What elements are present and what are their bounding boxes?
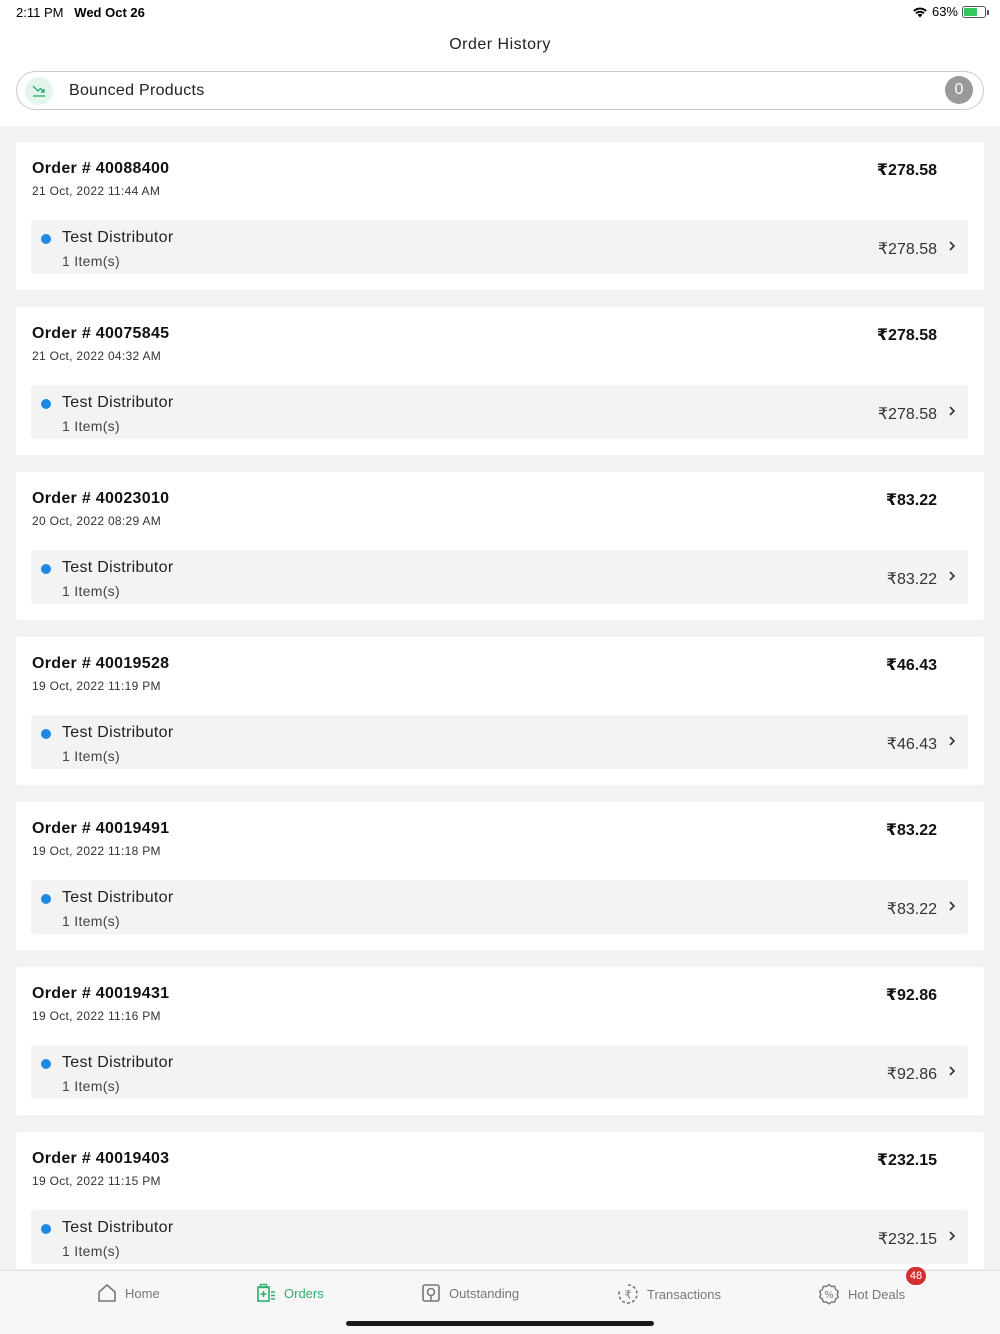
status-indicators (912, 4, 986, 19)
status-dot (41, 894, 51, 904)
distributor-name: Test Distributor (62, 724, 174, 741)
status-time (16, 5, 145, 20)
order-number: Order # 40019528 (32, 655, 170, 672)
order-number: Order # 40019403 (32, 1150, 170, 1167)
item-count: 1 Item(s) (62, 1243, 120, 1259)
order-total: ₹232.15 (876, 1152, 937, 1169)
distributor-amount: ₹92.86 (886, 1066, 937, 1083)
item-count: 1 Item(s) (62, 1078, 120, 1094)
distributor-name: Test Distributor (62, 889, 174, 906)
order-card (16, 472, 984, 620)
tab-orders[interactable] (256, 1283, 324, 1303)
order-card (16, 967, 984, 1115)
distributor-row[interactable] (31, 1210, 968, 1264)
trending-down-icon (25, 77, 53, 105)
distributor-row[interactable] (31, 220, 968, 274)
order-number: Order # 40019431 (32, 985, 170, 1002)
distributor-row[interactable] (31, 1045, 968, 1099)
battery-percent: 63% (931, 4, 958, 19)
distributor-row[interactable] (31, 880, 968, 934)
battery-fill (964, 8, 977, 16)
svg-text:₹: ₹ (624, 1288, 632, 1302)
chevron-right-icon (946, 238, 958, 254)
status-dot (41, 399, 51, 409)
distributor-amount: ₹278.58 (877, 406, 937, 423)
order-number: Order # 40019491 (32, 820, 170, 837)
order-date: 19 Oct, 2022 11:18 PM (32, 844, 161, 858)
order-card (16, 637, 984, 785)
status-dot (41, 234, 51, 244)
tab-home[interactable] (97, 1283, 160, 1303)
item-count: 1 Item(s) (62, 253, 120, 269)
rupee-cycle-icon (617, 1283, 639, 1305)
distributor-amount: ₹46.43 (886, 736, 937, 753)
distributor-row[interactable] (31, 550, 968, 604)
chevron-right-icon (946, 733, 958, 749)
chevron-right-icon (946, 1063, 958, 1079)
order-number: Order # 40075845 (32, 325, 170, 342)
order-list (16, 142, 984, 1269)
order-total: ₹92.86 (885, 987, 937, 1004)
order-card (16, 802, 984, 950)
order-date: 21 Oct, 2022 04:32 AM (32, 349, 162, 363)
order-total: ₹278.58 (876, 162, 937, 179)
chevron-right-icon (946, 898, 958, 914)
status-bar (0, 0, 1000, 24)
chevron-right-icon (946, 1228, 958, 1244)
receipt-icon (421, 1283, 441, 1303)
tab-orders-label: Orders (284, 1285, 324, 1301)
item-count: 1 Item(s) (62, 418, 120, 434)
status-dot (41, 1059, 51, 1069)
order-total: ₹83.22 (885, 822, 937, 839)
order-date: 20 Oct, 2022 08:29 AM (32, 514, 162, 528)
battery-icon (962, 6, 986, 18)
order-card (16, 1132, 984, 1269)
chevron-right-icon (946, 403, 958, 419)
tab-outstanding[interactable] (421, 1283, 519, 1303)
tab-transactions[interactable] (617, 1283, 721, 1305)
order-total: ₹83.22 (885, 492, 937, 509)
hot-deals-badge: 48 (906, 1267, 926, 1285)
home-indicator (346, 1321, 654, 1326)
home-icon (97, 1283, 117, 1303)
item-count: 1 Item(s) (62, 748, 120, 764)
chevron-right-icon (946, 568, 958, 584)
tab-hot-deals[interactable] (818, 1283, 905, 1305)
order-card (16, 142, 984, 290)
wifi-icon (912, 6, 928, 18)
distributor-amount: ₹232.15 (877, 1231, 937, 1248)
distributor-row[interactable] (31, 715, 968, 769)
status-dot (41, 1224, 51, 1234)
order-date: 19 Oct, 2022 11:15 PM (32, 1174, 161, 1188)
item-count: 1 Item(s) (62, 913, 120, 929)
tab-transactions-label: Transactions (647, 1286, 721, 1302)
distributor-name: Test Distributor (62, 394, 174, 411)
order-date: 19 Oct, 2022 11:16 PM (32, 1009, 161, 1023)
distributor-name: Test Distributor (62, 1054, 174, 1071)
tab-hot-deals-label: Hot Deals (848, 1286, 906, 1302)
status-date: Wed Oct 26 (74, 5, 145, 20)
page-title: Order History (449, 36, 551, 53)
status-clock: 2:11 PM (16, 5, 64, 20)
distributor-name: Test Distributor (62, 1219, 174, 1236)
bounced-products-label: Bounced Products (69, 81, 205, 99)
tab-outstanding-label: Outstanding (449, 1285, 520, 1301)
orders-icon (256, 1283, 276, 1303)
svg-text:%: % (824, 1290, 834, 1301)
distributor-amount: ₹278.58 (877, 241, 937, 258)
status-dot (41, 564, 51, 574)
distributor-amount: ₹83.22 (886, 901, 937, 918)
item-count: 1 Item(s) (62, 583, 120, 599)
order-date: 21 Oct, 2022 11:44 AM (32, 184, 161, 198)
order-total: ₹46.43 (885, 657, 937, 674)
status-dot (41, 729, 51, 739)
top-area (0, 0, 1000, 126)
order-number: Order # 40088400 (32, 160, 170, 177)
order-date: 19 Oct, 2022 11:19 PM (32, 679, 161, 693)
bounced-count-badge: 0 (945, 76, 973, 104)
discount-badge-icon (818, 1283, 840, 1305)
distributor-amount: ₹83.22 (886, 571, 937, 588)
bounced-products-button[interactable] (16, 71, 984, 110)
distributor-name: Test Distributor (62, 559, 174, 576)
order-number: Order # 40023010 (32, 490, 170, 507)
order-card (16, 307, 984, 455)
tab-home-label: Home (125, 1285, 160, 1301)
distributor-row[interactable] (31, 385, 968, 439)
order-total: ₹278.58 (876, 327, 937, 344)
distributor-name: Test Distributor (62, 229, 174, 246)
